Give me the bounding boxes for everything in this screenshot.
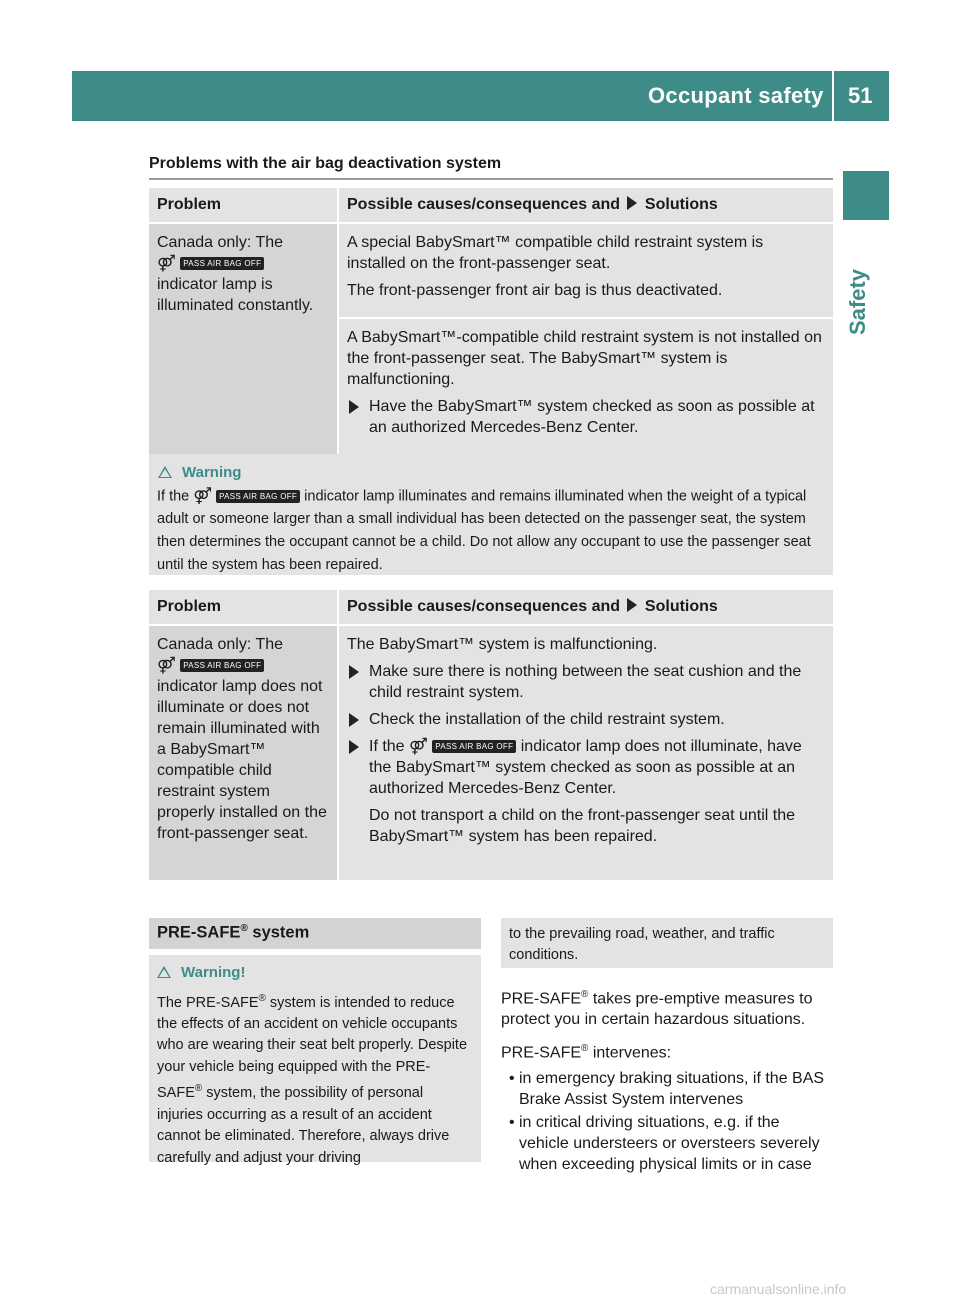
col-header-causes bbox=[339, 590, 833, 626]
passenger-airbag-off-icon: PASS AIR BAG OFF bbox=[432, 740, 516, 753]
solution-text: Make sure there is nothing between the seat cushion and the child restraint system. bbox=[369, 663, 802, 701]
warning-pre: If the bbox=[157, 488, 190, 505]
registered-mark: ® bbox=[194, 1083, 203, 1095]
seat-occupant-icon: ⚤ bbox=[157, 255, 176, 273]
passenger-airbag-off-icon: PASS AIR BAG OFF bbox=[216, 490, 300, 503]
col-header-problem: Problem bbox=[149, 590, 339, 626]
solution-step bbox=[347, 736, 825, 847]
passenger-airbag-off-icon: PASS AIR BAG OFF bbox=[180, 659, 264, 672]
watermark: carmanualsonline.info bbox=[710, 1281, 847, 1297]
problem-cell bbox=[149, 626, 339, 880]
section-title: Problems with the air bag deactivation system bbox=[149, 155, 502, 172]
warning-heading: Warning bbox=[182, 464, 242, 481]
cause-cell-1 bbox=[339, 224, 833, 317]
presafe-body bbox=[501, 984, 833, 1175]
problem-text-1: Canada only: The bbox=[157, 234, 284, 251]
registered-mark: ® bbox=[581, 1043, 589, 1055]
solution-text: Have the BabySmart™ system checked as soon as possible at an authorized Mercedes-Benz Center. bbox=[369, 398, 815, 436]
solution-text: indicator lamp does not illuminate, have the BabySmart™ system checked as soon as possible at an authorized Mercedes-Benz Center. bbox=[369, 738, 802, 798]
solution-continuation: Do not transport a child on the front-passenger seat until the BabySmart™ system has been repaired. bbox=[369, 807, 796, 846]
step-arrow-icon bbox=[349, 665, 359, 679]
cause-text: A BabySmart™-compatible child restraint system is not installed on the front-passenger seat. The BabySmart™ system is malfunctioning. bbox=[347, 329, 822, 388]
warning-triangle-icon bbox=[158, 466, 172, 478]
presafe-heading bbox=[149, 918, 481, 949]
bullet-item bbox=[501, 1112, 833, 1175]
cause-text: A special BabySmart™ compatible child restraint system is installed on the front-passenger seat. bbox=[347, 234, 764, 272]
registered-mark: ® bbox=[240, 923, 248, 934]
problem-table-2 bbox=[149, 590, 833, 880]
warning-text-part: system, the possibility of personal injuries occurring as a result of an accident cannot be eliminated. Therefore, always drive carefully and adjust your driving bbox=[157, 1085, 450, 1166]
seat-occupant-icon: ⚤ bbox=[409, 738, 428, 756]
indicator-lamp bbox=[157, 655, 329, 676]
warning-text-part: The PRE-SAFE bbox=[157, 994, 259, 1011]
presafe-warning-box bbox=[149, 955, 481, 1166]
presafe-heading-text: PRE-SAFE bbox=[157, 923, 241, 942]
step-arrow-icon bbox=[349, 400, 359, 414]
arrow-right-icon bbox=[627, 196, 637, 210]
problem-cell bbox=[149, 224, 339, 454]
registered-mark: ® bbox=[258, 992, 266, 1004]
section-rule bbox=[149, 178, 833, 180]
arrow-right-icon bbox=[627, 598, 637, 612]
side-tab-block bbox=[843, 171, 889, 220]
solution-step bbox=[347, 661, 825, 703]
bullet-text: in emergency braking situations, if the BAS Brake Assist System intervenes bbox=[519, 1069, 825, 1108]
problem-table-1 bbox=[149, 188, 833, 454]
page-number: 51 bbox=[848, 83, 873, 108]
text-part: PRE-SAFE bbox=[501, 990, 582, 1008]
solution-step bbox=[347, 709, 825, 730]
text-part: intervenes: bbox=[588, 1044, 672, 1062]
side-tab-label: Safety bbox=[845, 268, 870, 335]
step-arrow-icon bbox=[349, 713, 359, 727]
warning-continuation-box: to the prevailing road, weather, and traffic conditions. bbox=[501, 918, 833, 968]
bullet-icon: • bbox=[509, 1113, 515, 1131]
seat-occupant-icon: ⚤ bbox=[193, 488, 213, 505]
bullet-item bbox=[501, 1068, 833, 1110]
warning-heading: Warning! bbox=[181, 964, 246, 981]
cause-cell-2 bbox=[339, 317, 833, 454]
cause-text: The front-passenger front air bag is thus deactivated. bbox=[347, 282, 723, 299]
step-arrow-icon bbox=[349, 740, 359, 754]
solution-step bbox=[347, 396, 825, 438]
presafe-paragraph bbox=[501, 984, 833, 1030]
warning-text bbox=[157, 485, 825, 577]
solution-text-pre: If the bbox=[369, 738, 405, 755]
col-header-problem: Problem bbox=[149, 188, 339, 224]
col-header-causes-text: Possible causes/consequences and bbox=[347, 598, 621, 615]
presafe-heading-suffix: system bbox=[247, 923, 310, 942]
text-part: takes pre-emptive measures to protect you in certain hazardous situations. bbox=[501, 990, 813, 1029]
warning-box bbox=[149, 454, 833, 575]
passenger-airbag-off-icon: PASS AIR BAG OFF bbox=[180, 257, 264, 270]
bullet-icon: • bbox=[509, 1069, 515, 1087]
header-title: Occupant safety bbox=[648, 83, 824, 108]
problem-text-2: indicator lamp is illuminated constantly. bbox=[157, 276, 314, 315]
col-header-solutions-text: Solutions bbox=[644, 196, 718, 213]
cause-cell bbox=[339, 626, 833, 880]
seat-occupant-icon: ⚤ bbox=[157, 657, 176, 675]
indicator-lamp bbox=[157, 253, 329, 274]
registered-mark: ® bbox=[581, 989, 589, 1000]
warning-body: indicator lamp illuminates and remains illuminated when the weight of a typical adult or someone larger than a small individual has been detected on the passenger seat, the system then determines the occupant cannot be a child. Do not allow any occupant to use the passenger seat until the system has been repaired. bbox=[157, 488, 811, 574]
presafe-warning-text bbox=[157, 988, 473, 1170]
problem-text-2: indicator lamp does not illuminate or does not remain illuminated with a BabySmart™ compatible child restraint system properly installed on the front-passenger seat. bbox=[157, 678, 327, 843]
col-header-solutions-text: Solutions bbox=[644, 598, 718, 615]
text-part: PRE-SAFE bbox=[501, 1044, 582, 1062]
col-header-causes-text: Possible causes/consequences and bbox=[347, 196, 621, 213]
presafe-paragraph bbox=[501, 1038, 833, 1063]
col-header-causes bbox=[339, 188, 833, 224]
bullet-text: in critical driving situations, e.g. if the vehicle understeers or oversteers severely when exceeding physical limits or in case bbox=[519, 1113, 820, 1173]
cause-text: The BabySmart™ system is malfunctioning. bbox=[347, 636, 658, 653]
problem-text-1: Canada only: The bbox=[157, 636, 284, 653]
warning-triangle-icon bbox=[157, 966, 171, 978]
warning-text-part: system is intended to reduce the effects of an accident on vehicle occupants who are wearing their seat belt properly. Despite your vehicle being equipped with the PRE-SAFE bbox=[157, 994, 468, 1102]
header-divider bbox=[832, 71, 834, 121]
solution-text: Check the installation of the child restraint system. bbox=[369, 711, 725, 728]
